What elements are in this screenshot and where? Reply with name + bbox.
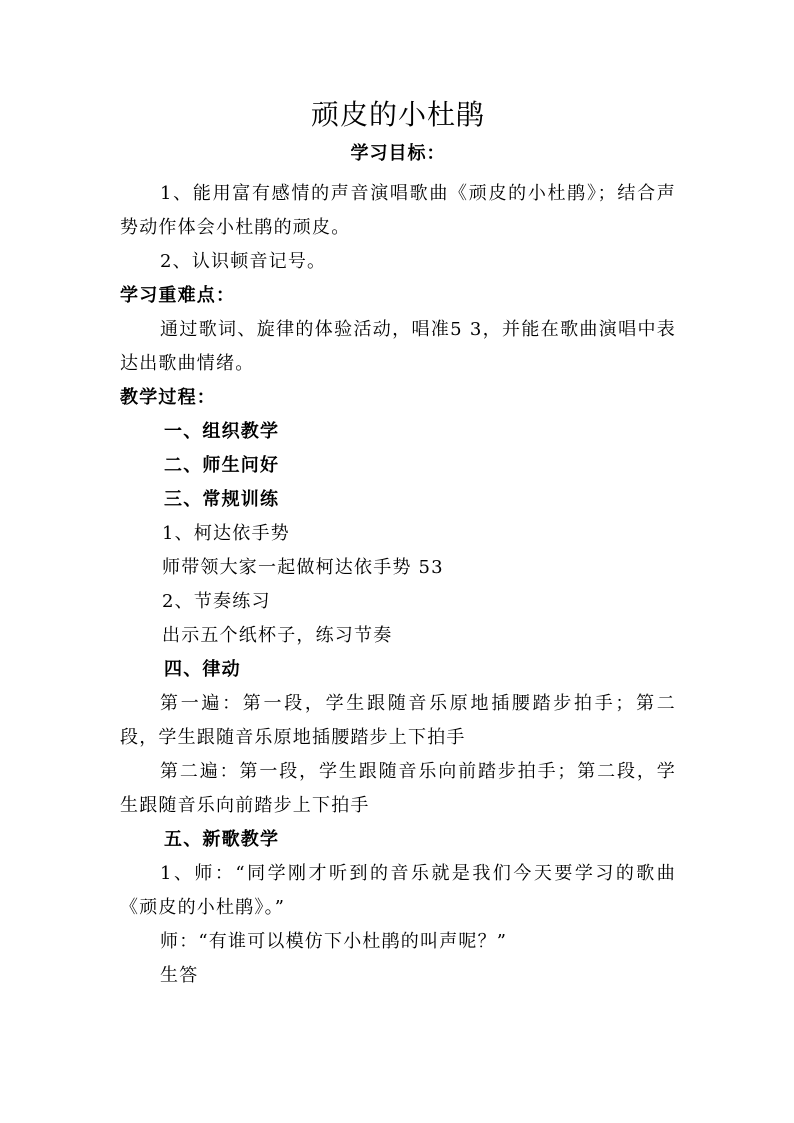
objective-1: 1、能用富有感情的声音演唱歌曲《顽皮的小杜鹃》；结合声势动作体会小杜鹃的顽皮。: [120, 183, 676, 238]
step-3-item-2-text: 出示五个纸杯子，练习节奏: [162, 625, 393, 646]
step-1-heading: 一、组织教学: [164, 421, 280, 442]
objective-2: 2、认识顿音记号。: [160, 251, 327, 272]
step-3-item-1-text: 师带领大家一起做柯达依手势 53: [162, 557, 444, 578]
step-3-item-2: 2、节奏练习: [162, 591, 271, 612]
step-4-paragraph-1: 第一遍：第一段，学生跟随音乐原地插腰踏步拍手；第二段，学生跟随音乐原地插腰踏步上下拍手: [120, 693, 676, 748]
step-2-heading: 二、师生问好: [164, 455, 280, 476]
step-5-paragraph-2: 师：“有谁可以模仿下小杜鹃的叫声呢？”: [160, 931, 508, 952]
step-5-paragraph-1: 1、师：“同学刚才听到的音乐就是我们今天要学习的歌曲《顽皮的小杜鹃》。”: [120, 863, 676, 918]
step-5-paragraph-3: 生答: [160, 965, 199, 986]
step-4-paragraph-2: 第二遍：第一段，学生跟随音乐向前踏步拍手；第二段，学生跟随音乐向前踏步上下拍手: [120, 761, 676, 816]
step-3-item-1: 1、柯达依手势: [162, 523, 290, 544]
step-3-heading: 三、常规训练: [164, 489, 280, 510]
step-4-heading: 四、律动: [164, 659, 241, 680]
step-5-heading: 五、新歌教学: [164, 829, 280, 850]
process-heading: 教学过程：: [120, 387, 216, 408]
document-page: [120, 95, 676, 993]
objectives-heading: 学习目标：: [350, 143, 446, 164]
document-title: 顽皮的小杜鹃: [310, 98, 485, 131]
key-points-heading: 学习重难点：: [120, 285, 236, 306]
key-points-text: 通过歌词、旋律的体验活动，唱准5 3，并能在歌曲演唱中表达出歌曲情绪。: [120, 319, 676, 374]
